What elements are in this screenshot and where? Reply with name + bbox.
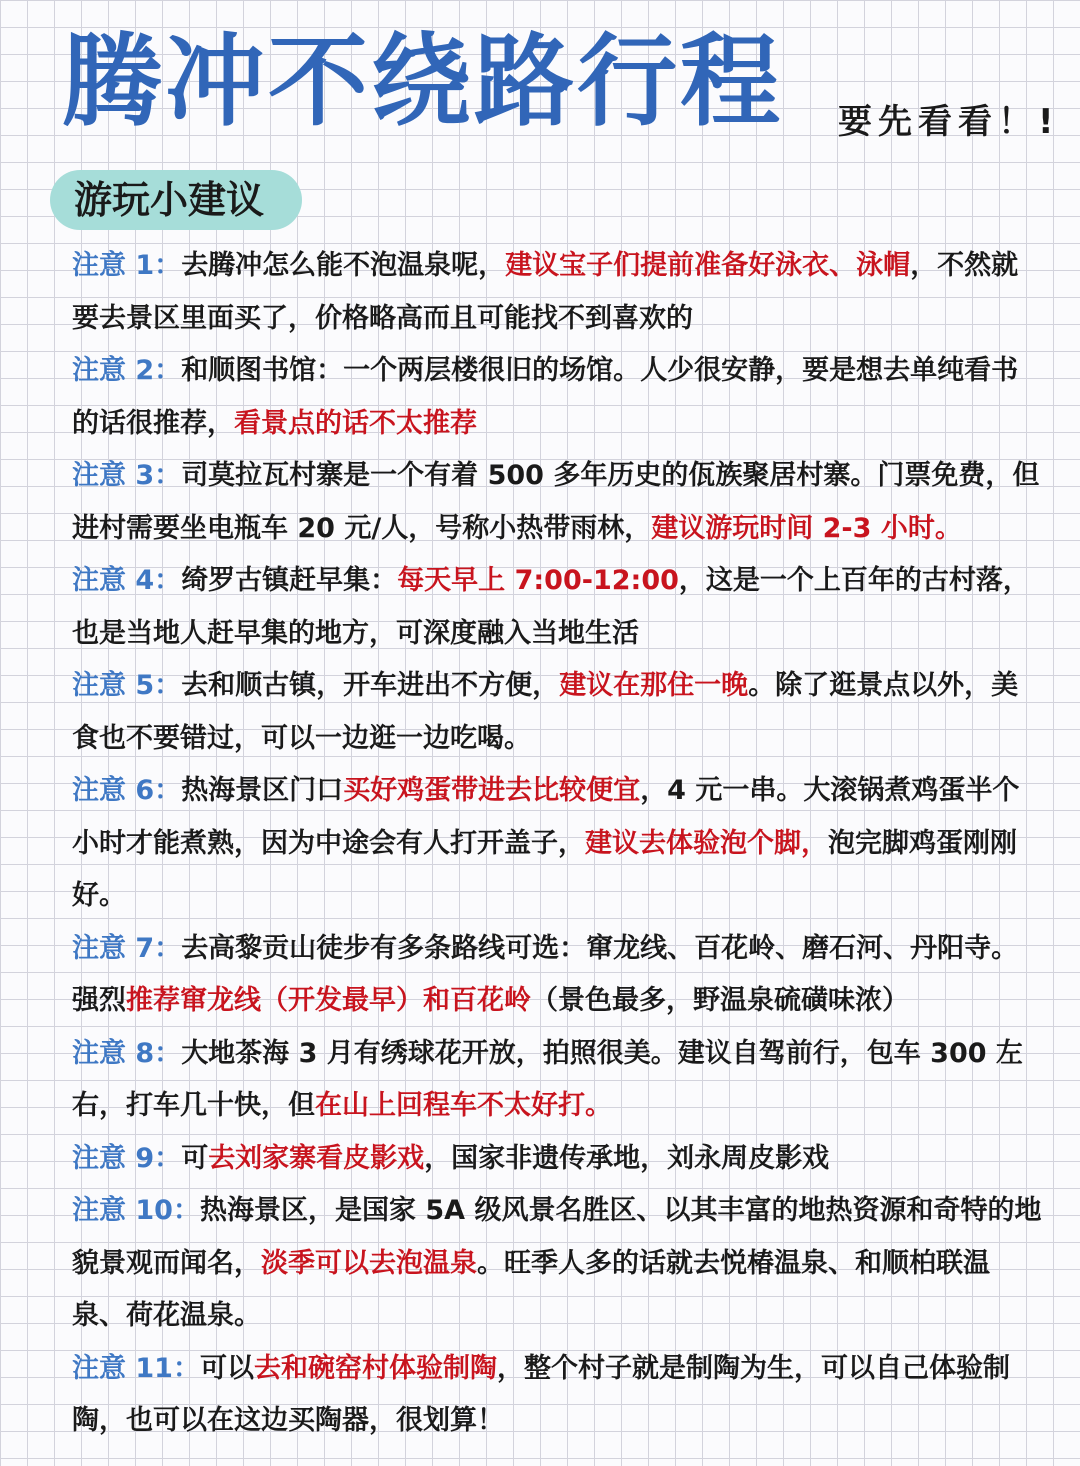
note-label: 注意 6： bbox=[72, 775, 182, 806]
section-title: 游玩小建议 bbox=[74, 178, 265, 222]
note-highlight: 推荐窜龙线（开发最早）和百花岭 bbox=[126, 985, 531, 1016]
note-highlight: 看景点的话不太推荐 bbox=[234, 407, 477, 439]
note-item bbox=[72, 1185, 1042, 1343]
note-item bbox=[72, 1028, 1042, 1133]
note-text: 去腾冲怎么能不泡温泉呢， bbox=[181, 250, 506, 281]
note-text: 泡完脚鸡蛋刚刚好。 bbox=[72, 827, 1017, 911]
note-text: 。旺季人多的话就去悦椿温泉、和顺柏联温泉、荷花温泉。 bbox=[72, 1247, 990, 1331]
note-text: 可以 bbox=[199, 1352, 254, 1384]
note-highlight: 建议去体验泡个脚， bbox=[585, 827, 828, 859]
note-highlight: 去和碗窑村体验制陶 bbox=[253, 1352, 497, 1384]
note-item bbox=[72, 450, 1042, 555]
note-highlight: 去刘家寨看皮影戏 bbox=[208, 1142, 425, 1174]
note-label: 注意 7： bbox=[72, 932, 182, 964]
note-highlight: 建议游玩时间 2-3 小时。 bbox=[651, 512, 962, 544]
note-item bbox=[72, 240, 1042, 345]
note-highlight: 建议宝子们提前准备好泳衣、泳帽 bbox=[505, 250, 911, 281]
page-title: 腾冲不绕路行程 bbox=[62, 23, 783, 140]
note-item bbox=[72, 1133, 1042, 1186]
note-text: 和顺图书馆：一个两层楼很旧的场馆。人少很安静，要是想去单纯看书的话很推荐， bbox=[72, 355, 1019, 439]
note-item bbox=[72, 923, 1042, 1028]
note-label: 注意 5： bbox=[72, 670, 182, 701]
note-highlight: 在山上回程车不太好打。 bbox=[315, 1090, 612, 1121]
note-highlight: 每天早上 7:00-12:00 bbox=[397, 565, 679, 596]
note-highlight: 建议在那住一晚 bbox=[559, 670, 749, 701]
note-label: 注意 8： bbox=[72, 1037, 182, 1069]
note-label: 注意 9： bbox=[72, 1142, 182, 1174]
note-label: 注意 3： bbox=[72, 460, 182, 491]
page-subtitle: 要先看看！! bbox=[838, 102, 1060, 142]
note-text: 热海景区，是国家 5A 级风景名胜区、以其丰富的地热资源和奇特的地貌景观而闻名， bbox=[72, 1195, 1042, 1279]
note-label: 注意 2： bbox=[72, 355, 182, 386]
note-label: 注意 10： bbox=[72, 1195, 200, 1226]
note-item bbox=[72, 660, 1042, 765]
note-item bbox=[72, 555, 1042, 660]
note-label: 注意 11： bbox=[72, 1352, 200, 1384]
note-item bbox=[72, 1343, 1042, 1448]
note-label: 注意 4： bbox=[72, 565, 182, 596]
note-text: 热海景区门口 bbox=[181, 775, 344, 806]
note-text: ，不然就要去景区里面买了，价格略高而且可能找不到喜欢的 bbox=[72, 250, 1019, 334]
note-text: 司莫拉瓦村寨是一个有着 500 多年历史的佤族聚居村寨。门票免费，但进村需要坐电瓶车 20 元/人，号称小热带雨林， bbox=[72, 460, 1040, 544]
note-label: 注意 1： bbox=[72, 250, 182, 281]
note-text: （景色最多，野温泉硫磺味浓） bbox=[531, 985, 909, 1016]
note-highlight: 淡季可以去泡温泉 bbox=[261, 1247, 477, 1279]
note-text: 可 bbox=[181, 1142, 209, 1174]
notes-list bbox=[72, 240, 1042, 1448]
note-text: 去高黎贡山徒步有多条路线可选：窜龙线、百花岭、磨石河、丹阳寺。强烈 bbox=[72, 932, 1019, 1016]
note-text: 绮罗古镇赶早集： bbox=[181, 565, 398, 596]
note-text: ，这是一个上百年的古村落，也是当地人赶早集的地方，可深度融入当地生活 bbox=[72, 565, 1030, 649]
note-text: ，4 元一串。大滚锅煮鸡蛋半个小时才能煮熟，因为中途会有人打开盖子， bbox=[72, 775, 1020, 859]
note-text: 大地茶海 3 月有绣球花开放，拍照很美。建议自驾前行，包车 300 左右，打车几十快，但 bbox=[72, 1037, 1023, 1121]
note-text: ，整个村子就是制陶为生，可以自己体验制陶，也可以在这边买陶器，很划算！ bbox=[72, 1352, 1010, 1436]
note-text: 。除了逛景点以外，美食也不要错过，可以一边逛一边吃喝。 bbox=[72, 670, 1019, 754]
section-tag bbox=[50, 170, 302, 230]
note-item bbox=[72, 765, 1042, 923]
note-highlight: 买好鸡蛋带进去比较便宜 bbox=[343, 775, 641, 806]
note-text: 去和顺古镇，开车进出不方便， bbox=[181, 670, 560, 701]
note-text: ，国家非遗传承地，刘永周皮影戏 bbox=[424, 1142, 830, 1174]
note-item bbox=[72, 345, 1042, 450]
